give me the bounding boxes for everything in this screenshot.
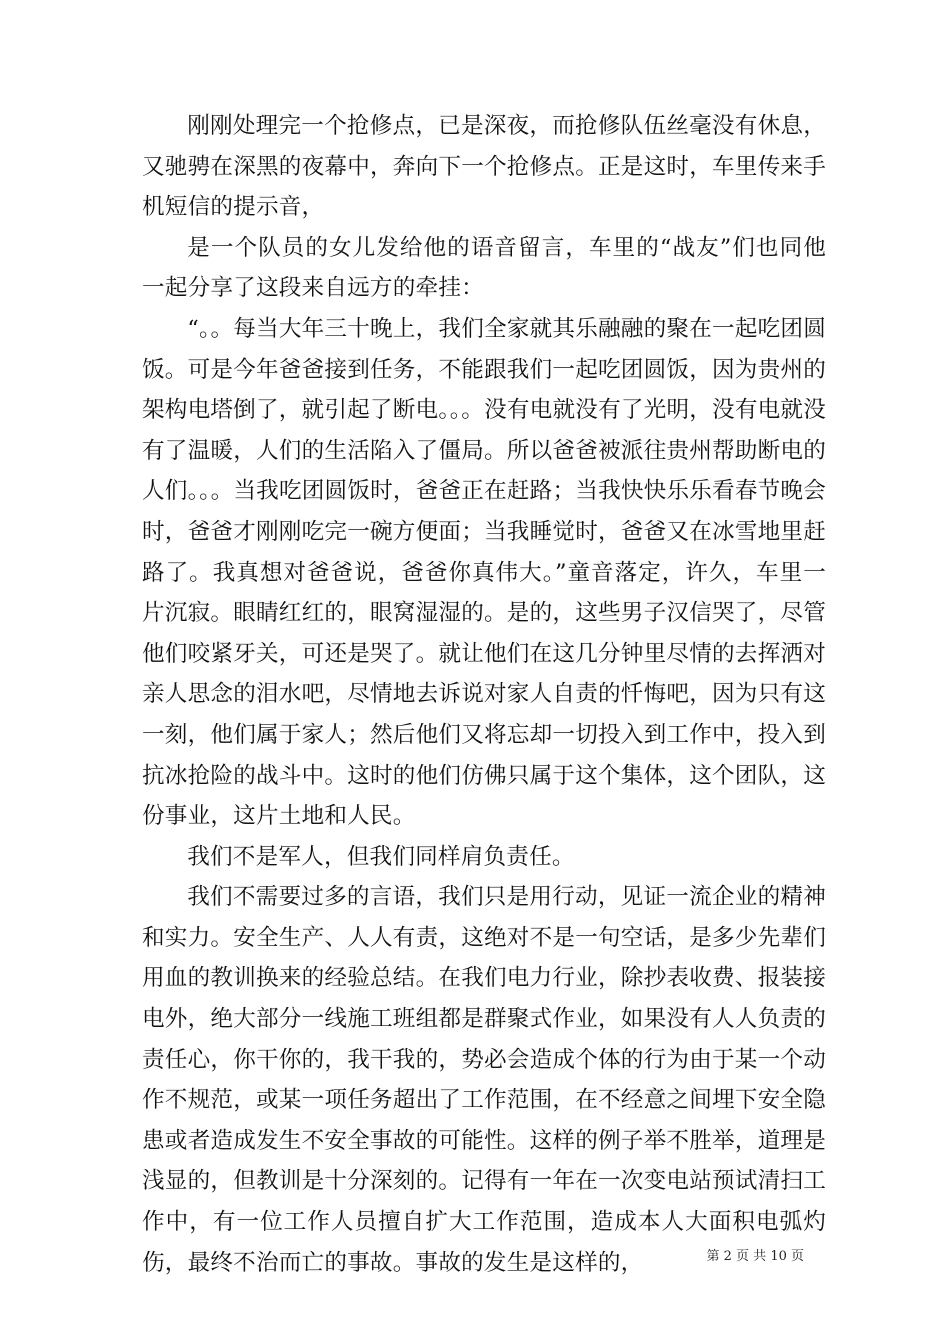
paragraph-1: 刚刚处理完一个抢修点，已是深夜，而抢修队伍丝毫没有休息，又驰骋在深黑的夜幕中，奔向下一个抢修点。正是这时，车里传来手机短信的提示音， [142, 113, 826, 221]
paragraph-5: 我们不需要过多的言语，我们只是用行动，见证一流企业的精神和实力。安全生产、人人有责，这绝对不是一句空话，是多少先辈们用血的教训换来的经验总结。在我们电力行业，除抄表收费、报装接电外，绝大部分一线施工班组都是群聚式作业，如果没有人人负责的责任心，你干你的，我干我的，势必会造成个体的行为由于某一个动作不规范，或某一项任务超出了工作范围，在不经意之间埋下安全隐患或者造成发生不安全事故的可能性。这样的例子举不胜举，道理是浅显的，但教训是十分深刻的。记得有一年在一次变电站预试清扫工作中，有一位工作人员擅自扩大工作范围，造成本人大面积电弧灼伤，最终不治而亡的事故。事故的发生是这样的， [142, 884, 826, 1276]
paragraph-2: 是一个队员的女儿发给他的语音留言，车里的“战友”们也同他一起分享了这段来自远方的牵挂： [142, 234, 826, 302]
paragraph-4: 我们不是军人，但我们同样肩负责任。 [187, 843, 575, 870]
page-number-footer: 第 2 页 共 10 页 [706, 1249, 804, 1264]
paragraph-3: “。。每当大年三十晚上，我们全家就其乐融融的聚在一起吃团圆饭。可是今年爸爸接到任务，不能跟我们一起吃团圆饭，因为贵州的架构电塔倒了，就引起了断电。。。没有电就没有了光明，没有电就没有了温暖，人们的生活陷入了僵局。所以爸爸被派往贵州帮助断电的人们。。。当我吃团圆饭时，爸爸正在赶路；当我快快乐乐看春节晚会时，爸爸才刚刚吃完一碗方便面；当我睡觉时，爸爸又在冰雪地里赶路了。我真想对爸爸说，爸爸你真伟大。”童音落定，许久，车里一片沉寂。眼睛红红的，眼窝湿湿的。是的，这些男子汉信哭了，尽管他们咬紧牙关，可还是哭了。就让他们在这几分钟里尽情的去挥洒对亲人思念的泪水吧，尽情地去诉说对家人自责的忏悔吧，因为只有这一刻，他们属于家人；然后他们又将忘却一切投入到工作中，投入到抗冰抢险的战斗中。这时的他们仿佛只属于这个集体，这个团队，这份事业，这片土地和人民。 [142, 315, 827, 830]
body-text [142, 106, 826, 1283]
